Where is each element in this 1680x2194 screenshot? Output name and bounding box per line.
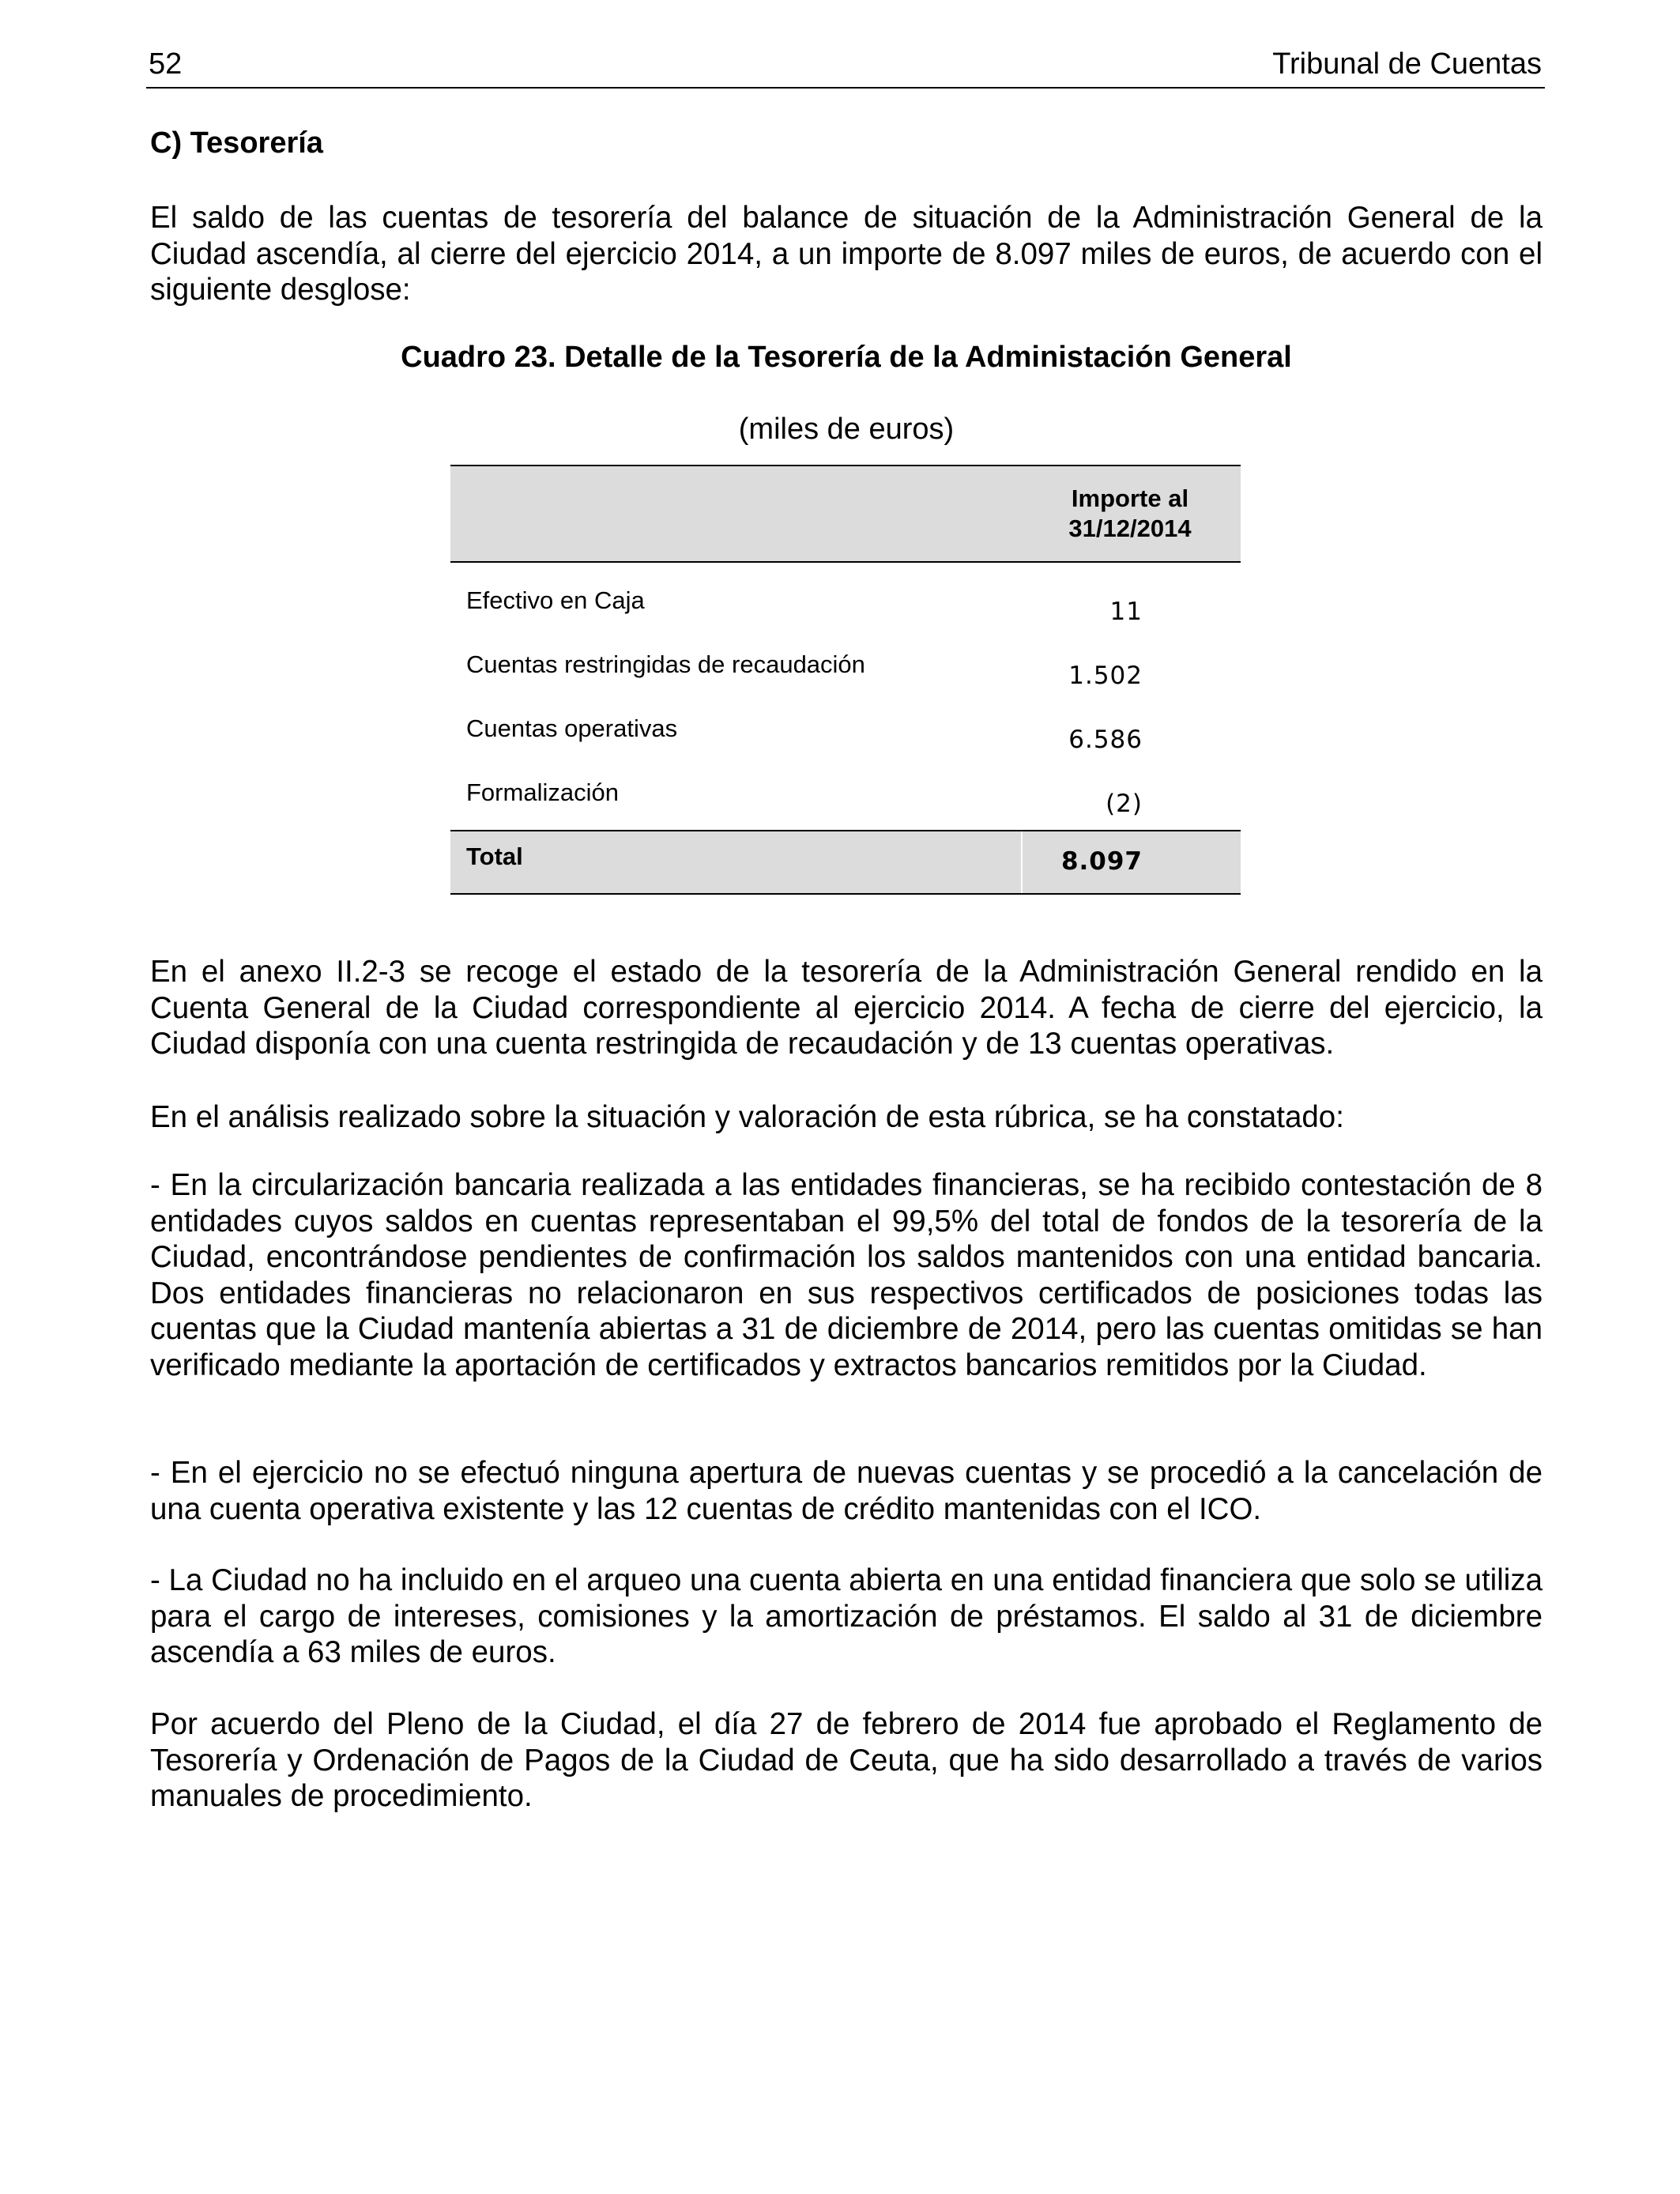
row-label: Efectivo en Caja: [466, 586, 645, 614]
table-total-row: [450, 830, 1241, 895]
column-header-amount: [1019, 484, 1241, 544]
table-units: (miles de euros): [738, 413, 955, 446]
table-header-row: [450, 465, 1241, 563]
paragraph-intro: El saldo de las cuentas de tesorería del balance de situación de la Administración General de la Ciudad ascendía, al cierre del ejercicio 2014, a un importe de 8.097 miles de euros, de acuerdo con el siguiente desglose:: [150, 201, 1543, 307]
section-heading: C) Tesorería: [150, 126, 323, 160]
treasury-table: [450, 465, 1241, 895]
table-row: [450, 702, 1241, 766]
row-label: Cuentas restringidas de recaudación: [466, 650, 865, 678]
table-caption: Cuadro 23. Detalle de la Tesorería de la Administación General: [401, 341, 1292, 374]
row-value: 11: [1109, 598, 1143, 626]
column-header-line-2: 31/12/2014: [1068, 515, 1192, 542]
paragraph-final: Por acuerdo del Pleno de la Ciudad, el día 27 de febrero de 2014 fue aprobado el Reglamento de Tesorería y Ordenación de Pagos de la Ciudad de Ceuta, que ha sido desarrollado a través de varios manuales de procedimiento.: [150, 1707, 1543, 1813]
table-row: [450, 574, 1241, 638]
row-label: Formalización: [466, 778, 619, 806]
row-value: 1.502: [1068, 662, 1143, 690]
page-number: 52: [149, 47, 183, 81]
page-header: [146, 46, 1545, 89]
row-value: 6.586: [1068, 726, 1143, 754]
total-label: Total: [466, 843, 523, 870]
paragraph-bullet-2: - En el ejercicio no se efectuó ninguna apertura de nuevas cuentas y se procedió a la cancelación de una cuenta operativa existente y las 12 cuentas de crédito mantenidas con el ICO.: [150, 1456, 1543, 1526]
paragraph-annex: En el anexo II.2-3 se recoge el estado de la tesorería de la Administración General rendido en la Cuenta General de la Ciudad correspondiente al ejercicio 2014. A fecha de cierre del ejercicio, la Ciudad disponía con una cuenta restringida de recaudación y de 13 cuentas operativas.: [150, 955, 1543, 1061]
paragraph-analysis: En el análisis realizado sobre la situación y valoración de esta rúbrica, se ha constatado:: [150, 1100, 1344, 1134]
row-value: (2): [1106, 790, 1143, 818]
table-row: [450, 638, 1241, 702]
total-value: 8.097: [1060, 847, 1143, 876]
column-header-line-1: Importe al: [1071, 484, 1189, 512]
paragraph-bullet-3: - La Ciudad no ha incluido en el arqueo una cuenta abierta en una entidad financiera que solo se utiliza para el cargo de intereses, comisiones y la amortización de préstamos. El saldo al 31 de diciembre ascendía a 63 miles de euros.: [150, 1563, 1543, 1669]
row-label: Cuentas operativas: [466, 714, 678, 742]
paragraph-bullet-1: - En la circularización bancaria realizada a las entidades financieras, se ha recibido contestación de 8 entidades cuyos saldos en cuentas representaban el 99,5% del total de fondos de la tesorería de la Ciudad, encontrándose pendientes de confirmación los saldos mantenidos con una entidad bancaria. Dos entidades financieras no relacionaron en sus respectivos certificados de posiciones todas las cuentas que la Ciudad mantenía abiertas a 31 de diciembre de 2014, pero las cuentas omitidas se han verificado mediante la aportación de certificados y extractos bancarios remitidos por la Ciudad.: [150, 1168, 1543, 1382]
total-column-separator: [1021, 831, 1023, 893]
table-row: [450, 766, 1241, 830]
header-title: Tribunal de Cuentas: [1272, 47, 1542, 81]
